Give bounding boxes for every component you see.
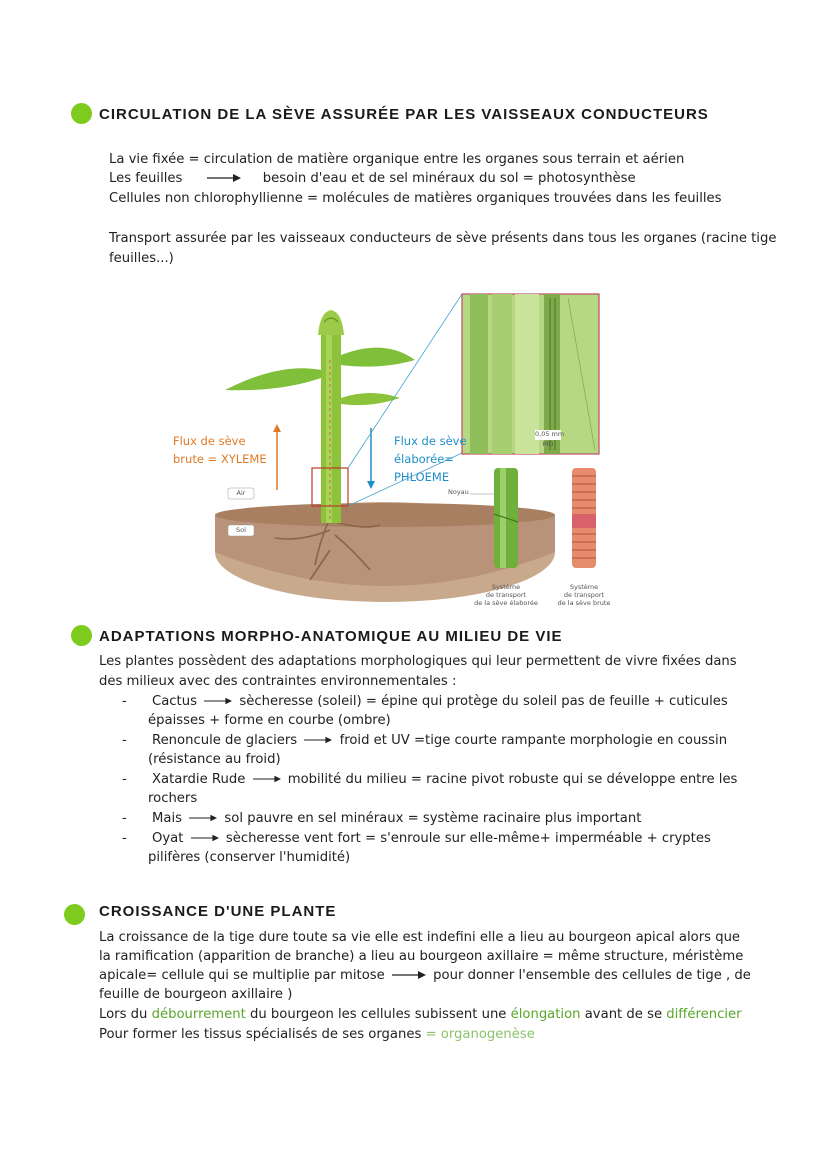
section3-line3 <box>99 966 751 986</box>
plant-adaptation: sècheresse (soleil) = épine qui protège du soleil pas de feuille + cuticules <box>239 694 728 709</box>
list-item-continuation: (résistance au froid) <box>148 752 281 767</box>
list-item: - Mais sol pauvre en sel minéraux = système racinaire plus important <box>122 811 642 826</box>
section3-line2: la ramification (apparition de branche) a lieu au bourgeon axillaire = même structure, méristème <box>99 949 744 964</box>
section3-line4: feuille de bourgeon axillaire ) <box>99 987 293 1002</box>
plant-adaptation: sècheresse vent fort = s'enroule sur elle-même+ imperméable + cryptes <box>225 831 711 846</box>
text-part: avant de se <box>580 1007 667 1022</box>
arrow-icon <box>189 813 217 823</box>
section3-bullet <box>64 904 85 925</box>
section2-title: ADAPTATIONS MORPHO-ANATOMIQUE AU MILIEU DE VIE <box>99 628 563 645</box>
arrow-icon <box>304 735 332 745</box>
section3-line6 <box>99 1025 535 1045</box>
plant-adaptation: froid et UV =tige courte rampante morphologie en coussin <box>339 733 728 748</box>
arrow-icon <box>191 833 219 843</box>
arrow-icon <box>204 696 232 706</box>
list-item: - Xatardie Rude mobilité du milieu = racine pivot robuste qui se développe entre les <box>122 772 738 787</box>
xylem-caption-line: de transport <box>563 591 605 599</box>
air-label: Air <box>236 489 246 497</box>
mo-label: MO <box>542 440 554 448</box>
section1-line3: Cellules non chlorophyllienne = molécules de matières organiques trouvées dans les feuilles <box>109 191 722 206</box>
section3-line5 <box>99 1005 742 1025</box>
phloem-label-3: PHLOEME <box>394 470 450 484</box>
list-item: - Renoncule de glaciers froid et UV =tige courte rampante morphologie en coussin <box>122 733 728 748</box>
section2-intro2: des milieux avec des contraintes environnementales : <box>99 674 457 689</box>
list-item: - Oyat sècheresse vent fort = s'enroule sur elle-même+ imperméable + cryptes <box>122 831 711 846</box>
arrow-icon <box>199 173 249 183</box>
organogenese-term: = organogenèse <box>425 1027 535 1042</box>
plant-name: Cactus <box>152 694 197 709</box>
text-part: Lors du <box>99 1007 152 1022</box>
list-item: - Cactus sècheresse (soleil) = épine qui protège du soleil pas de feuille + cuticules <box>122 694 728 709</box>
leaves-text: Les feuilles <box>109 171 183 186</box>
text-part: du bourgeon les cellules subissent une <box>245 1007 511 1022</box>
section2-intro1: Les plantes possèdent des adaptations morphologiques qui leur permettent de vivre fixées dans <box>99 654 737 669</box>
phloem-caption-line: Système <box>491 583 521 591</box>
arrow-icon <box>253 774 281 784</box>
text-part: Pour former les tissus spécialisés de ses organes <box>99 1027 426 1042</box>
debourrement-term: débourrement <box>151 1007 246 1022</box>
phloem-label-2: élaborée= <box>394 452 454 466</box>
xylem-label-1: Flux de sève <box>173 434 246 448</box>
mitosis-text: apicale= cellule qui se multiplie par mitose <box>99 968 385 983</box>
phloem-caption-line: de transport <box>485 591 527 599</box>
phloem-label-1: Flux de sève <box>394 434 467 448</box>
plant-name: Renoncule de glaciers <box>152 733 298 748</box>
cells-text: pour donner l'ensemble des cellules de tige , de <box>433 968 751 983</box>
section3-line1: La croissance de la tige dure toute sa vie elle est indefini elle a lieu au bourgeon apical alors que <box>99 930 741 945</box>
section3-title: CROISSANCE D'UNE PLANTE <box>99 903 337 920</box>
xylem-label-2: brute = XYLEME <box>173 452 267 466</box>
plant-name: Mais <box>152 811 182 826</box>
xylem-caption <box>550 583 618 607</box>
plant-adaptation: sol pauvre en sel minéraux = système racinaire plus important <box>224 811 642 826</box>
plant-sap-figure <box>170 290 620 610</box>
sol-label: Sol <box>236 526 246 534</box>
phloem-caption-line: de la sève élaborée <box>474 599 538 607</box>
section1-line2 <box>109 169 636 189</box>
section2-bullet <box>71 625 92 646</box>
section1-title: CIRCULATION DE LA SÈVE ASSURÉE PAR LES VAISSEAUX CONDUCTEURS <box>99 106 709 123</box>
section1-line4: Transport assurée par les vaisseaux conducteurs de sève présents dans tous les organes (racine tige <box>109 231 777 246</box>
noyau-label: Noyau <box>448 488 469 496</box>
xylem-caption-line: de la sève brute <box>557 599 611 607</box>
section1-bullet <box>71 103 92 124</box>
arrow-icon <box>392 970 426 980</box>
differencier-term: différencier <box>666 1007 742 1022</box>
xylem-caption-line: Système <box>569 583 599 591</box>
plant-name: Xatardie Rude <box>152 772 246 787</box>
phloem-caption <box>470 583 542 607</box>
plant-adaptation: mobilité du milieu = racine pivot robuste qui se développe entre les <box>287 772 738 787</box>
elongation-term: élongation <box>510 1007 581 1022</box>
scale-label: 0,05 mm <box>535 430 565 438</box>
list-item-continuation: pilifères (conserver l'humidité) <box>148 850 351 865</box>
section1-line5: feuilles...) <box>109 251 174 266</box>
plant-illustration <box>170 290 620 610</box>
plant-name: Oyat <box>152 831 184 846</box>
section1-line1: La vie fixée = circulation de matière organique entre les organes sous terrain et aérien <box>109 152 685 167</box>
list-item-continuation: rochers <box>148 791 198 806</box>
list-item-continuation: épaisses + forme en courbe (ombre) <box>148 713 391 728</box>
needs-text: besoin d'eau et de sel minéraux du sol = photosynthèse <box>262 171 636 186</box>
